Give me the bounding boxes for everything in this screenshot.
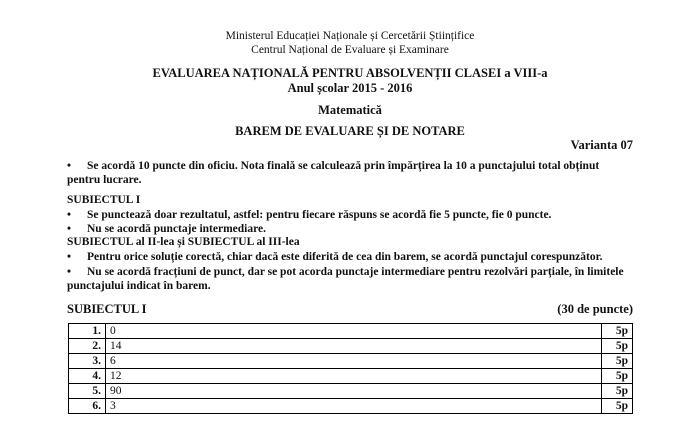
answer-points: 5p xyxy=(602,399,633,414)
subject-name: Matematică xyxy=(318,103,382,117)
answer-points: 5p xyxy=(602,369,633,384)
subject1-rule xyxy=(67,222,633,236)
section-heading: SUBIECTUL I xyxy=(67,302,147,316)
ministry-name: Ministerul Educației Naționale și Cercetării Științifice xyxy=(225,30,475,42)
subject23-rules-heading: SUBIECTUL al II-lea și SUBIECTUL al III-lea xyxy=(67,236,300,248)
answer-value: 0 xyxy=(106,324,602,339)
answer-value: 14 xyxy=(106,339,602,354)
answer-points: 5p xyxy=(602,354,633,369)
subject23-rule xyxy=(67,250,633,264)
center-name: Centrul Național de Evaluare și Examinare xyxy=(251,44,449,56)
question-number: 1. xyxy=(69,324,106,339)
question-number: 6. xyxy=(69,399,106,414)
rule-text: Nu se acordă fracțiuni de punct, dar se pot acorda punctaje intermediare pentru rezolvări parțiale, în limitele punctajului indicat în barem. xyxy=(67,266,624,292)
bullet-icon: • xyxy=(67,209,72,221)
answer-value: 12 xyxy=(106,369,602,384)
subject1-rules-heading: SUBIECTUL I xyxy=(67,194,141,206)
subject1-rule xyxy=(67,208,633,222)
bullet-icon: • xyxy=(67,223,72,235)
rule-text: Nu se acordă punctaje intermediare. xyxy=(87,223,266,235)
exam-title: EVALUAREA NAȚIONALĂ PENTRU ABSOLVENȚII CLASEI a VIII-a xyxy=(152,66,548,80)
bullet-icon: • xyxy=(67,266,72,278)
table-row xyxy=(69,384,633,399)
answer-points: 5p xyxy=(602,324,633,339)
answer-points: 5p xyxy=(602,384,633,399)
rule-text: Pentru orice soluție corectă, chiar dacă este diferită de cea din barem, se acordă punctajul corespunzător. xyxy=(87,251,603,263)
answer-table xyxy=(68,323,633,414)
answer-points: 5p xyxy=(602,339,633,354)
question-number: 2. xyxy=(69,339,106,354)
table-row xyxy=(69,339,633,354)
bullet-icon: • xyxy=(67,160,72,172)
intro-text: Se acordă 10 puncte din oficiu. Nota finală se calculează prin împărțirea la 10 a punctajului total obținut pentru lucrare. xyxy=(67,160,600,186)
barem-title: BAREM DE EVALUARE ȘI DE NOTARE xyxy=(235,124,465,138)
answer-value: 3 xyxy=(106,399,602,414)
table-row xyxy=(69,399,633,414)
question-number: 5. xyxy=(69,384,106,399)
table-row xyxy=(69,354,633,369)
answer-value: 90 xyxy=(106,384,602,399)
table-row xyxy=(69,369,633,384)
school-year: Anul școlar 2015 - 2016 xyxy=(287,81,413,95)
section-points: (30 de puncte) xyxy=(557,302,633,316)
variant-label: Varianta 07 xyxy=(570,138,633,152)
rule-text: Se punctează doar rezultatul, astfel: pentru fiecare răspuns se acordă fie 5 puncte, fie 0 puncte. xyxy=(87,209,552,221)
table-row xyxy=(69,324,633,339)
question-number: 4. xyxy=(69,369,106,384)
answer-value: 6 xyxy=(106,354,602,369)
intro-paragraph xyxy=(67,159,633,187)
subject23-rule xyxy=(67,265,633,293)
question-number: 3. xyxy=(69,354,106,369)
bullet-icon: • xyxy=(67,251,72,263)
